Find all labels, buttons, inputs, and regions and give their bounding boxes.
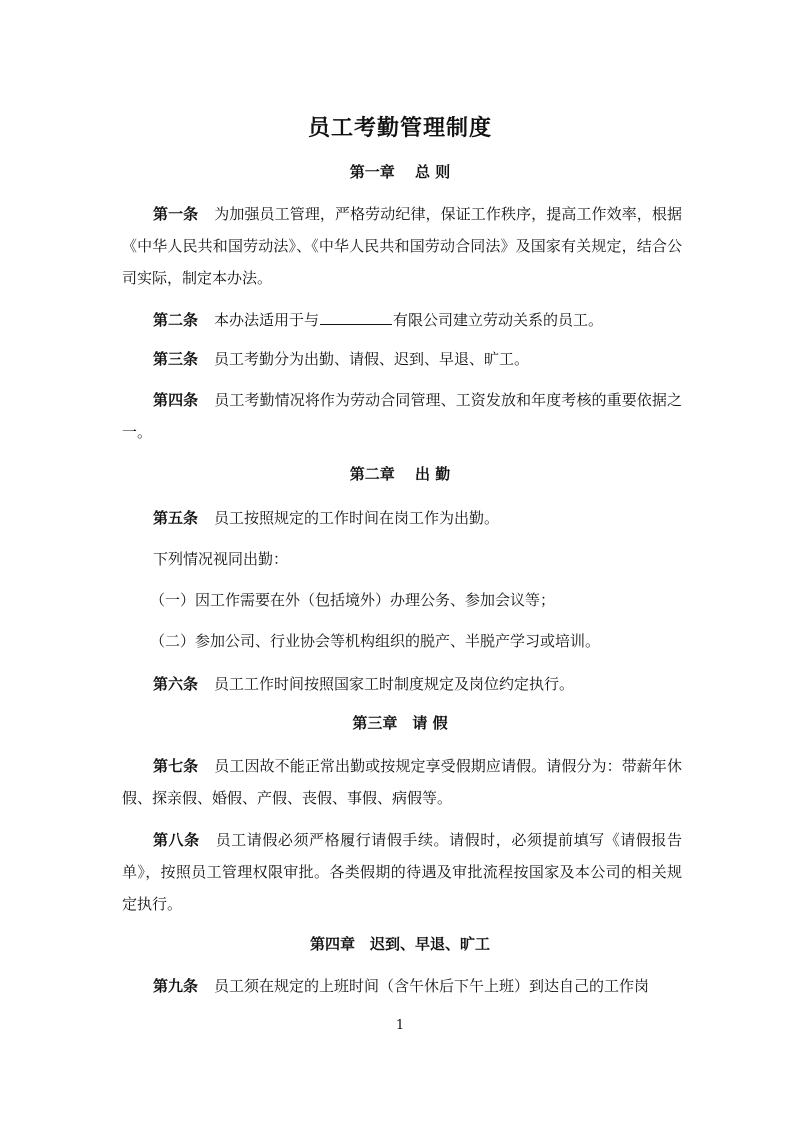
article-8 xyxy=(122,824,682,920)
article-3-text: 员工考勤分为出勤、请假、迟到、早退、旷工。 xyxy=(214,350,530,368)
article-2 xyxy=(122,304,682,336)
article-9-text: 员工须在规定的上班时间（含午休后下午上班）到达自己的工作岗 xyxy=(214,977,650,995)
chapter-4-heading: 第四章 迟到、早退、旷工 xyxy=(309,935,490,953)
article-6 xyxy=(122,668,682,700)
article-9 xyxy=(122,970,682,1002)
article-3-label: 第三条 xyxy=(153,350,199,368)
article-4 xyxy=(122,384,682,448)
article-9-label: 第九条 xyxy=(153,977,199,995)
article-5-text: 员工按照规定的工作时间在岗工作为出勤。 xyxy=(214,509,500,527)
blank-underline xyxy=(320,310,392,325)
article-1-label: 第一条 xyxy=(153,205,199,223)
chapter-3-heading: 第三章 请 假 xyxy=(352,714,448,732)
article-8-text: 员工请假必须严格履行请假手续。请假时，必须提前填写《请假报告单》，按照员工管理权限审批。各类假期的待遇及审批流程按国家及本公司的相关规定执行。 xyxy=(122,831,682,913)
article-2-text-after: 有限公司建立劳动关系的员工。 xyxy=(393,311,604,329)
article-7-label: 第七条 xyxy=(153,757,199,775)
article-2-label: 第二条 xyxy=(153,311,199,329)
article-5-item-1: （一）因工作需要在外（包括境外）办理公务、参加会议等； xyxy=(150,591,556,609)
article-4-label: 第四条 xyxy=(153,391,199,409)
article-7 xyxy=(122,750,682,814)
chapter-1-heading: 第一章 总 则 xyxy=(349,163,451,181)
document-title: 员工考勤管理制度 xyxy=(307,115,492,141)
chapter-2-heading: 第二章 出 勤 xyxy=(349,465,451,483)
article-5-label: 第五条 xyxy=(153,509,199,527)
article-5-item-2: （二）参加公司、行业协会等机构组织的脱产、半脱产学习或培训。 xyxy=(150,632,601,650)
article-8-label: 第八条 xyxy=(153,831,200,849)
page-number: 1 xyxy=(395,1018,405,1033)
article-1 xyxy=(122,198,682,294)
article-3 xyxy=(122,343,682,375)
article-1-text: 为加强员工管理，严格劳动纪律，保证工作秩序，提高工作效率，根据《中华人民共和国劳动法》、《中华人民共和国劳动合同法》及国家有关规定，结合公司实际，制定本办法。 xyxy=(122,205,682,287)
article-6-label: 第六条 xyxy=(153,675,199,693)
article-5 xyxy=(122,502,682,534)
article-6-text: 员工工作时间按照国家工时制度规定及岗位约定执行。 xyxy=(214,675,575,693)
article-5-intro: 下列情况视同出勤： xyxy=(153,550,289,568)
article-4-text: 员工考勤情况将作为劳动合同管理、工资发放和年度考核的重要依据之一。 xyxy=(122,391,682,441)
article-7-text: 员工因故不能正常出勤或按规定享受假期应请假。请假分为：带薪年休假、探亲假、婚假、产假、丧假、事假、病假等。 xyxy=(122,757,682,807)
article-2-text-before: 本办法适用于与 xyxy=(214,311,320,329)
